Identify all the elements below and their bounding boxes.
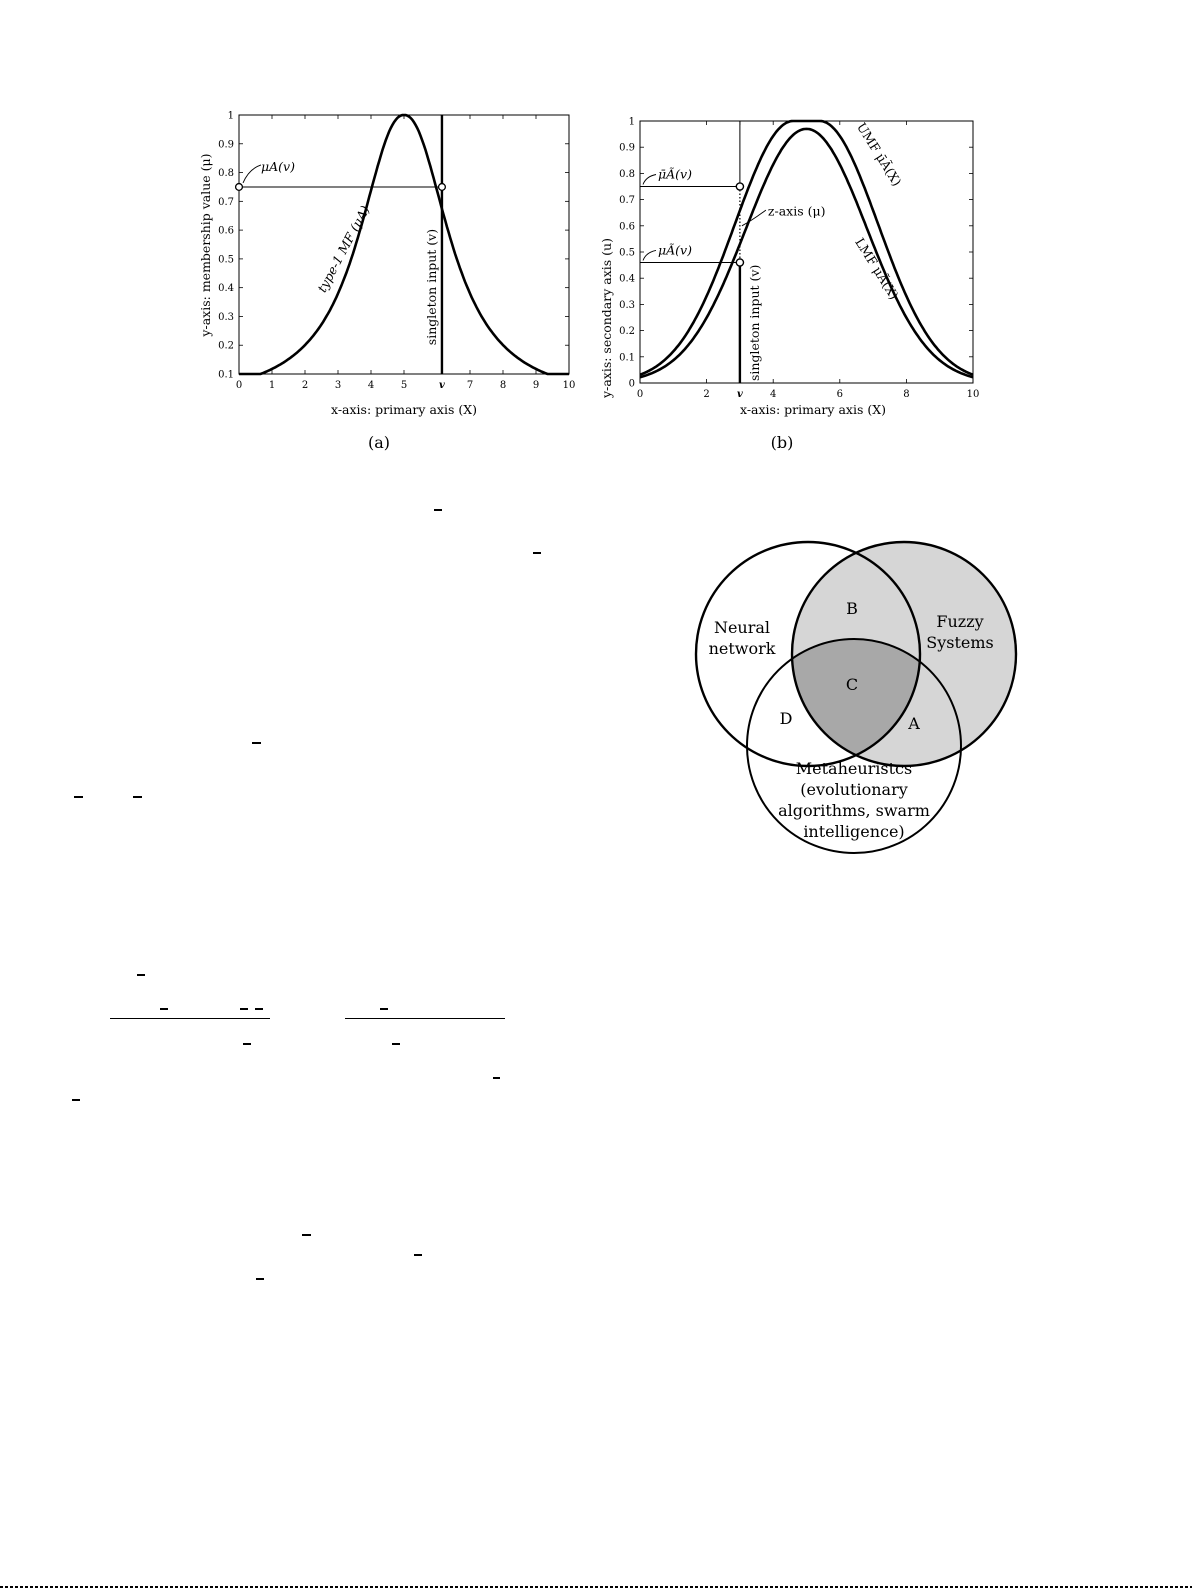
x-tick-label: 0 bbox=[235, 380, 243, 391]
y-tick-label: 0.9 bbox=[619, 142, 635, 154]
label-arrow bbox=[742, 210, 766, 226]
x-tick-label: v bbox=[439, 380, 445, 391]
region-c-label: C bbox=[845, 675, 859, 694]
x-tick-label: 2 bbox=[703, 389, 710, 400]
type1-mf-curve bbox=[239, 115, 569, 374]
x-axis-label: x-axis: primary axis (X) bbox=[740, 402, 886, 417]
x-tick-label: 3 bbox=[334, 380, 342, 391]
y-tick-label: 0.5 bbox=[218, 254, 234, 266]
text-fragment-mark bbox=[252, 742, 261, 744]
upper-marker bbox=[736, 183, 743, 190]
x-axis-label: x-axis: primary axis (X) bbox=[331, 402, 477, 417]
region-b-label: B bbox=[846, 599, 858, 618]
y-tick-label: 0.5 bbox=[619, 247, 635, 259]
y-tick-label: 0.2 bbox=[218, 340, 234, 352]
meta-label-line2: (evolutionary bbox=[800, 780, 908, 799]
y-tick-label: 0.6 bbox=[619, 221, 635, 233]
y-tick-label: 0.1 bbox=[218, 369, 234, 381]
y-tick-label: 0 bbox=[628, 378, 635, 390]
figure-a-chart bbox=[195, 100, 595, 460]
label-arrow bbox=[243, 165, 261, 183]
fraction-bar bbox=[345, 1018, 505, 1019]
meta-label-line1: Metaheuristcs bbox=[795, 759, 913, 778]
y-tick-label: 0.2 bbox=[619, 326, 635, 338]
singleton-input-label: singleton input (v) bbox=[423, 228, 439, 346]
figure-a-caption: (a) bbox=[367, 433, 391, 452]
text-fragment-mark bbox=[380, 1008, 388, 1010]
meta-label-line4: intelligence) bbox=[803, 822, 905, 841]
text-fragment-mark bbox=[160, 1008, 168, 1010]
mu-label: μA(v) bbox=[261, 158, 295, 174]
figure-b-caption: (b) bbox=[770, 433, 794, 452]
text-fragment-mark bbox=[256, 1278, 264, 1280]
text-fragment-mark bbox=[137, 974, 145, 976]
lower-marker bbox=[736, 259, 743, 266]
neural-label-line1: Neural bbox=[713, 618, 771, 637]
text-fragment-mark bbox=[493, 1077, 500, 1079]
lower-label: μÃ(v) bbox=[658, 242, 692, 258]
lmf-label: LMF μÃ(X) bbox=[852, 235, 902, 303]
x-tick-label: 10 bbox=[562, 380, 576, 391]
singleton-input-label: singleton input (v) bbox=[746, 264, 762, 381]
fraction-bar bbox=[110, 1018, 270, 1019]
y-tick-label: 0.7 bbox=[619, 195, 635, 207]
text-fragment-mark bbox=[533, 552, 541, 554]
text-fragment-mark bbox=[133, 796, 142, 798]
text-fragment-mark bbox=[414, 1254, 422, 1256]
x-tick-label: 6 bbox=[836, 389, 843, 400]
text-fragment-mark bbox=[74, 796, 83, 798]
y-tick-label: 0.6 bbox=[218, 225, 234, 237]
text-fragment-mark bbox=[240, 1008, 248, 1010]
y-tick-label: 0.7 bbox=[218, 196, 234, 208]
region-a-label: A bbox=[908, 714, 920, 733]
x-tick-label: 8 bbox=[499, 380, 507, 391]
y-tick-label: 0.8 bbox=[619, 168, 635, 180]
x-tick-label: 10 bbox=[966, 389, 980, 400]
axis-intersection-marker bbox=[236, 184, 243, 191]
y-tick-label: 0.3 bbox=[619, 299, 635, 311]
x-tick-label: 8 bbox=[903, 389, 910, 400]
text-fragment-mark bbox=[72, 1099, 80, 1101]
label-arrow bbox=[643, 175, 656, 185]
meta-label-line3: algorithms, swarm bbox=[778, 801, 930, 820]
y-tick-label: 0.9 bbox=[218, 139, 234, 151]
fuzzy-label-line2: Systems bbox=[926, 633, 994, 652]
x-tick-label: v bbox=[736, 389, 743, 400]
x-tick-label: 0 bbox=[636, 389, 644, 400]
x-tick-label: 4 bbox=[770, 389, 777, 400]
y-tick-label: 0.1 bbox=[619, 352, 635, 364]
upper-label: μ̄Ã(v) bbox=[658, 166, 692, 182]
umf-label: UMF μ̄Ã(X) bbox=[853, 119, 905, 189]
x-tick-label: 1 bbox=[268, 380, 276, 391]
text-fragment-mark bbox=[243, 1043, 251, 1045]
region-d-label: D bbox=[779, 709, 793, 728]
text-fragment-mark bbox=[302, 1234, 311, 1236]
text-fragment-mark bbox=[392, 1043, 400, 1045]
figure-b-chart bbox=[595, 100, 995, 460]
y-axis-label: y-axis: secondary axis (u) bbox=[599, 238, 614, 398]
y-tick-label: 0.8 bbox=[218, 168, 234, 180]
plot-frame bbox=[239, 115, 569, 374]
x-tick-label: 9 bbox=[532, 380, 540, 391]
x-tick-label: 7 bbox=[466, 380, 474, 391]
y-tick-label: 0.3 bbox=[218, 311, 234, 323]
x-tick-label: 5 bbox=[400, 380, 408, 391]
y-tick-label: 0.4 bbox=[218, 283, 234, 295]
neural-label-line2: network bbox=[708, 639, 776, 658]
text-fragment-mark bbox=[434, 509, 442, 511]
y-tick-label: 1 bbox=[628, 116, 635, 128]
intersection-marker bbox=[439, 184, 446, 191]
z-axis-label: z-axis (μ) bbox=[767, 203, 826, 219]
curve-label: type-1 MF (μA) bbox=[314, 203, 373, 295]
y-tick-label: 1 bbox=[227, 110, 234, 122]
y-tick-label: 0.4 bbox=[619, 273, 635, 285]
label-arrow bbox=[643, 250, 656, 260]
x-tick-label: 4 bbox=[367, 380, 375, 391]
venn-diagram bbox=[680, 530, 1025, 865]
fuzzy-label-line1: Fuzzy bbox=[936, 612, 984, 631]
y-axis-label: y-axis: membership value (μ) bbox=[198, 153, 213, 337]
x-tick-label: 2 bbox=[301, 380, 309, 391]
text-fragment-mark bbox=[255, 1008, 263, 1010]
